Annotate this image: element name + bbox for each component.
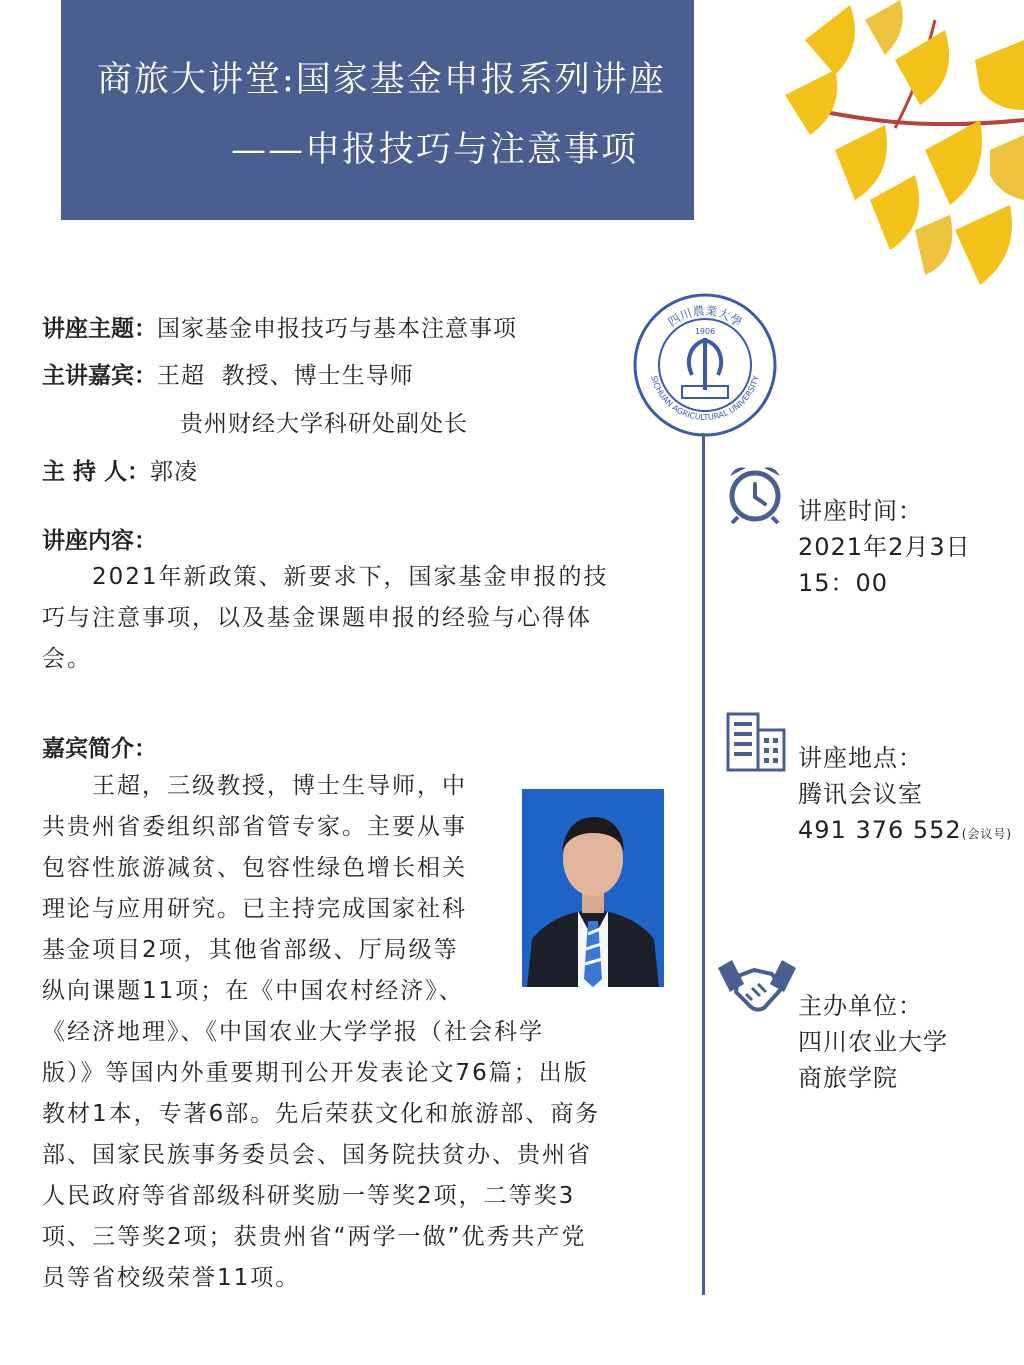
- topic-value: 国家基金申报技巧与基本注意事项: [157, 316, 517, 342]
- bio-label: 嘉宾简介：: [42, 736, 157, 762]
- timeline-line: [702, 433, 705, 1295]
- speaker-title-row: [180, 405, 468, 438]
- organizer-label: 主办单位：: [798, 992, 923, 1020]
- handshake-icon: [716, 958, 798, 1014]
- bio-line: 版）》等国内外重要期刊公开发表论文76篇；出版: [42, 1060, 589, 1086]
- svg-text:四川農業大學: [666, 303, 745, 330]
- content-paragraph: [42, 557, 682, 680]
- seal-name-cn: 四川農業大學: [665, 303, 745, 330]
- bio-line: 共贵州省委组织部省管专家。主要从事: [42, 814, 467, 840]
- speaker-photo: [522, 789, 664, 987]
- seal-name-en: SICHUAN AGRICULTURAL UNIVERSITY: [649, 374, 761, 423]
- content-heading: [42, 522, 157, 555]
- title-line-2: ——申报技巧与注意事项: [231, 130, 639, 170]
- bio-line: 项、三等奖2项；获贵州省“两学一做”优秀共产党: [42, 1224, 587, 1250]
- topic-label: 讲座主题：: [42, 316, 157, 342]
- speaker-title: 贵州财经大学科研处副处长: [180, 411, 468, 437]
- title-line-1: 商旅大讲堂:国家基金申报系列讲座: [97, 60, 666, 100]
- bio-line: 教材1本，专著6部。先后荣获文化和旅游部、商务: [42, 1101, 601, 1127]
- speaker-row: [42, 357, 414, 390]
- speaker-value: 王超 教授、博士生导师: [157, 363, 414, 389]
- bio-line: 员等省校级荣誉11项。: [42, 1265, 301, 1291]
- bio-paragraph-top: [42, 766, 522, 1012]
- host-row: [42, 453, 198, 486]
- bio-line: 包容性旅游减贫、包容性绿色增长相关: [42, 855, 467, 881]
- organizer-line-1: 四川农业大学: [798, 1028, 948, 1056]
- building-icon: [726, 712, 786, 772]
- seal-year: 1906: [694, 327, 716, 336]
- meeting-id-note: (会议号): [961, 827, 1013, 841]
- place-block: [798, 740, 1012, 852]
- content-line: 巧与注意事项，以及基金课题申报的经验与心得体: [42, 605, 592, 631]
- content-label: 讲座内容：: [42, 528, 157, 554]
- organizer-block: [798, 988, 948, 1096]
- content-line: 会。: [42, 646, 92, 672]
- bio-line: 《经济地理》、《中国农业大学学报（社会科学: [42, 1019, 544, 1045]
- meeting-id: 491 376 552: [798, 816, 962, 844]
- bio-line: 王超，三级教授，博士生导师，中: [42, 773, 467, 799]
- time-date: 2021年2月3日: [798, 533, 971, 561]
- content-line: 2021年新政策、新要求下，国家基金申报的技: [42, 564, 609, 590]
- time-block: [798, 493, 971, 601]
- meeting-id-row: [798, 812, 1012, 852]
- university-seal: [630, 290, 780, 440]
- topic-row: [42, 310, 517, 343]
- bio-line: 人民政府等省部级科研奖励一等奖2项，二等奖3: [42, 1183, 576, 1209]
- bio-line: 部、国家民族事务委员会、国务院扶贫办、贵州省: [42, 1142, 592, 1168]
- bio-heading: [42, 730, 157, 763]
- title-banner: [61, 0, 694, 220]
- bio-line: 理论与应用研究。已主持完成国家社科: [42, 896, 467, 922]
- time-label: 讲座时间：: [798, 497, 923, 525]
- speaker-label: 主讲嘉宾：: [42, 363, 157, 389]
- place-name: 腾讯会议室: [798, 780, 923, 808]
- alarm-clock-icon: [726, 462, 784, 524]
- place-label: 讲座地点：: [798, 744, 923, 772]
- host-value: 郭凌: [150, 459, 199, 485]
- host-label: 主 持 人：: [42, 459, 151, 485]
- bio-line: 纵向课题11项；在《中国农村经济》、: [42, 978, 464, 1004]
- bio-line: 基金项目2项，其他省部级、厅局级等: [42, 937, 459, 963]
- time-clock: 15：00: [798, 569, 889, 597]
- ginkgo-leaves-decoration: [775, 0, 1024, 300]
- bio-paragraph-bottom: [42, 1012, 682, 1299]
- organizer-line-2: 商旅学院: [798, 1064, 898, 1092]
